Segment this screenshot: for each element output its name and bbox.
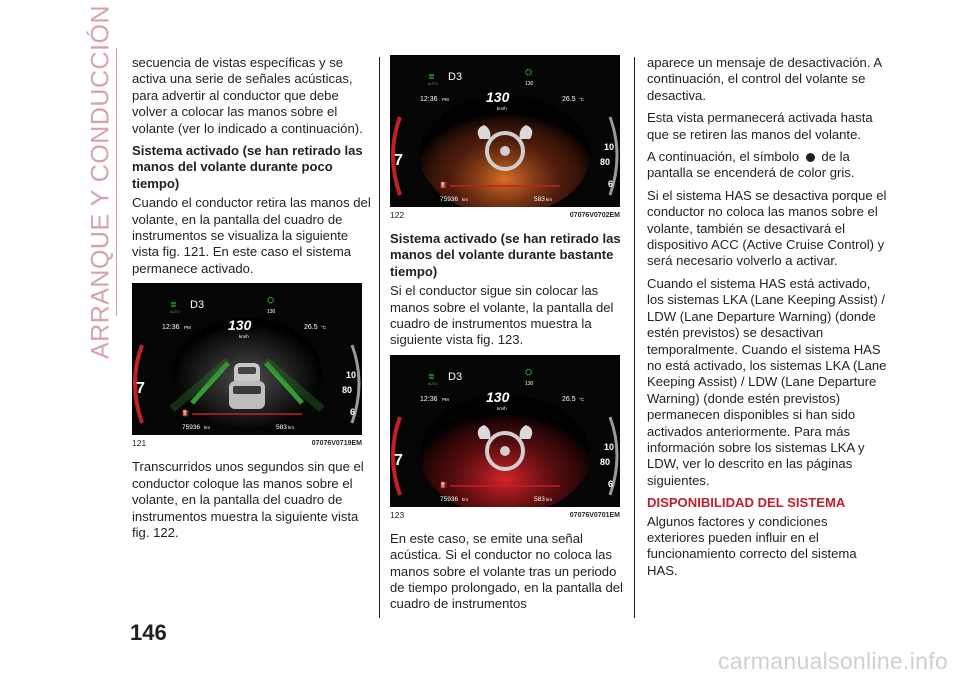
auto-label: AUTO [170,310,180,315]
clock: 12:36 [420,395,438,403]
speed: 130 [486,388,510,405]
speed-unit: km/h [497,106,507,111]
paragraph: Esta vista permanecerá activada hasta que se retiren las manos del volante. [647,110,873,142]
gauge-right-num: 10 [604,142,615,152]
speed-unit: km/h [497,405,507,411]
paragraph: Cuando el sistema HAS está activado, los sistemas LKA (Lane Keeping Assist) / LDW (Lane Departure Warning) (donde estén previstos) se desactivan temporalmente. Cuando el sistema HAS no está activado, los sistemas LKA (Lane Keeping Assist) / LDW (Lane Departure Warning) (donde estén previstos) permanecen disponibles si han sido activados anteriormente. Para más información sobre los sistemas LKA y LDW, ver lo descrito en las páginas siguientes. [647,275,887,488]
figure-number: 122 [390,210,405,220]
odometer: 75936 [440,495,459,503]
range-unit: km [288,425,294,431]
gauge-right-num: 10 [346,370,357,381]
speed: 130 [228,317,252,334]
column-divider-1 [379,57,380,618]
auto-light-icon: ≣ [170,300,177,310]
figure-code: 07076V0719EM [311,440,362,448]
speed: 130 [486,89,510,105]
paragraph: aparece un mensaje de desactivación. A continuación, el control del volante se desactiva. [647,55,882,103]
gauge-right-num: 6 [608,179,614,189]
gauge-left-num: 7 [394,152,403,169]
gauge-right-num: 6 [608,478,614,489]
text-run: de la pantalla se encenderá de color gris. [647,149,855,181]
speed-limit: 130 [525,81,534,87]
has-status-icon: ⛭ [525,366,533,377]
odometer: 75936 [182,424,201,432]
temperature: 26.5 [304,324,318,332]
paragraph [647,149,887,182]
gauge-left-num: 7 [394,451,403,469]
range: 583 [534,495,545,503]
page-number: 146 [130,620,167,645]
dashboard-illustration [390,55,620,207]
paragraph: Transcurridos unos segundos sin que el conductor coloque las manos sobre el volante, en la pantalla del cuadro de instrumentos muestra la siguiente vista fig. 122. [132,459,364,540]
fuel-icon: ⛽ [440,482,448,489]
figure-caption [390,210,620,221]
gauge-right-num: 10 [604,441,615,452]
temperature-unit: °C [579,396,585,402]
figure-123 [390,355,620,507]
clock: 12:36 [162,324,180,332]
figure-code: 07076V0702EM [569,212,620,219]
column-2 [390,55,630,619]
fuel-icon: ⛽ [440,183,448,189]
temperature-unit: °C [579,97,585,102]
odometer-unit: km [462,197,468,202]
figure-122 [390,55,620,207]
paragraph: Cuando el conductor retira las manos del volante, en la pantalla del cuadro de instrumentos se visualiza la siguiente vista fig. 121. En este caso el sistema permanece activado. [132,195,371,276]
paragraph: secuencia de vistas específicas y se activa una serie de señales acústicas, para advertir al conductor que debe volver a colocar las manos sobre el volante (ver lo indicado a continuación). [132,55,363,136]
watermark: carmanualsonline.info [717,648,948,674]
figure-number: 121 [132,438,147,449]
gauge-right-num: 80 [342,385,353,396]
fuel-icon: ⛽ [182,411,190,418]
column-1 [132,55,372,547]
figure-caption [132,438,362,449]
column-3 [647,55,887,585]
speed-limit: 130 [525,380,534,387]
gear-indicator: D3 [190,299,205,312]
paragraph: Si el sistema HAS se desactiva porque el conductor no coloca las manos sobre el volante, también se desactivará el dispositivo ACC (Active Cruise Control) y será necesario volverlo a activar. [647,187,887,269]
range: 583 [276,424,287,432]
gear-indicator: D3 [448,71,463,83]
paragraph: En este caso, se emite una señal acústica. Si el conductor no coloca las manos sobre el volante tras un periodo de tiempo prolongado, en la pantalla del cuadro de instrumentos [390,530,623,612]
figure-121 [132,283,362,435]
clock-suffix: PM [184,325,191,331]
gauge-right-num: 6 [350,407,356,418]
speed-unit: km/h [239,334,249,340]
temperature-unit: °C [321,325,327,331]
odometer: 75936 [440,196,459,203]
clock: 12:36 [420,96,438,103]
section-rule [116,48,117,316]
has-status-icon: ⛭ [525,67,533,77]
dashboard-illustration [132,283,362,435]
auto-light-icon: ≣ [428,371,435,381]
odometer-unit: km [204,425,210,431]
temperature: 26.5 [562,96,576,103]
column-divider-2 [634,57,635,618]
section-title: ARRANQUE Y CONDUCCIÓN [86,4,115,360]
section-heading: DISPONIBILIDAD DEL SISTEMA [647,495,846,511]
odometer-unit: km [462,496,468,502]
gear-indicator: D3 [448,370,463,383]
gauge-right-num: 80 [600,157,611,167]
speed-limit: 130 [267,309,276,316]
figure-code: 07076V0701EM [569,511,620,519]
range: 583 [534,196,545,203]
subheading: Sistema activado (se han retirado las manos del volante durante bastante tiempo) [390,231,621,279]
range-unit: km [546,197,552,202]
auto-label: AUTO [428,82,438,86]
paragraph: Si el conductor sigue sin colocar las manos sobre el volante, la pantalla del cuadro de instrumentos muestra la siguiente vista fig. 123. [390,283,614,348]
auto-light-icon: ≣ [428,72,435,81]
figure-caption [390,510,620,521]
steering-wheel-icon [806,153,815,162]
dashboard-illustration [390,355,620,507]
paragraph: Algunos factores y condiciones exteriores pueden influir en el funcionamiento correcto del sistema HAS. [647,513,857,578]
auto-label: AUTO [428,381,438,386]
gauge-left-num: 7 [136,380,145,398]
clock-suffix: PM [442,396,449,402]
subheading: Sistema activado (se han retirado las manos del volante durante poco tiempo) [132,143,363,191]
text-run: A continuación, el símbolo [647,149,800,165]
temperature: 26.5 [562,395,576,403]
has-status-icon: ⛭ [267,295,275,306]
range-unit: km [546,496,552,502]
figure-number: 123 [390,509,405,520]
gauge-right-num: 80 [600,456,611,467]
clock-suffix: PM [442,97,449,102]
